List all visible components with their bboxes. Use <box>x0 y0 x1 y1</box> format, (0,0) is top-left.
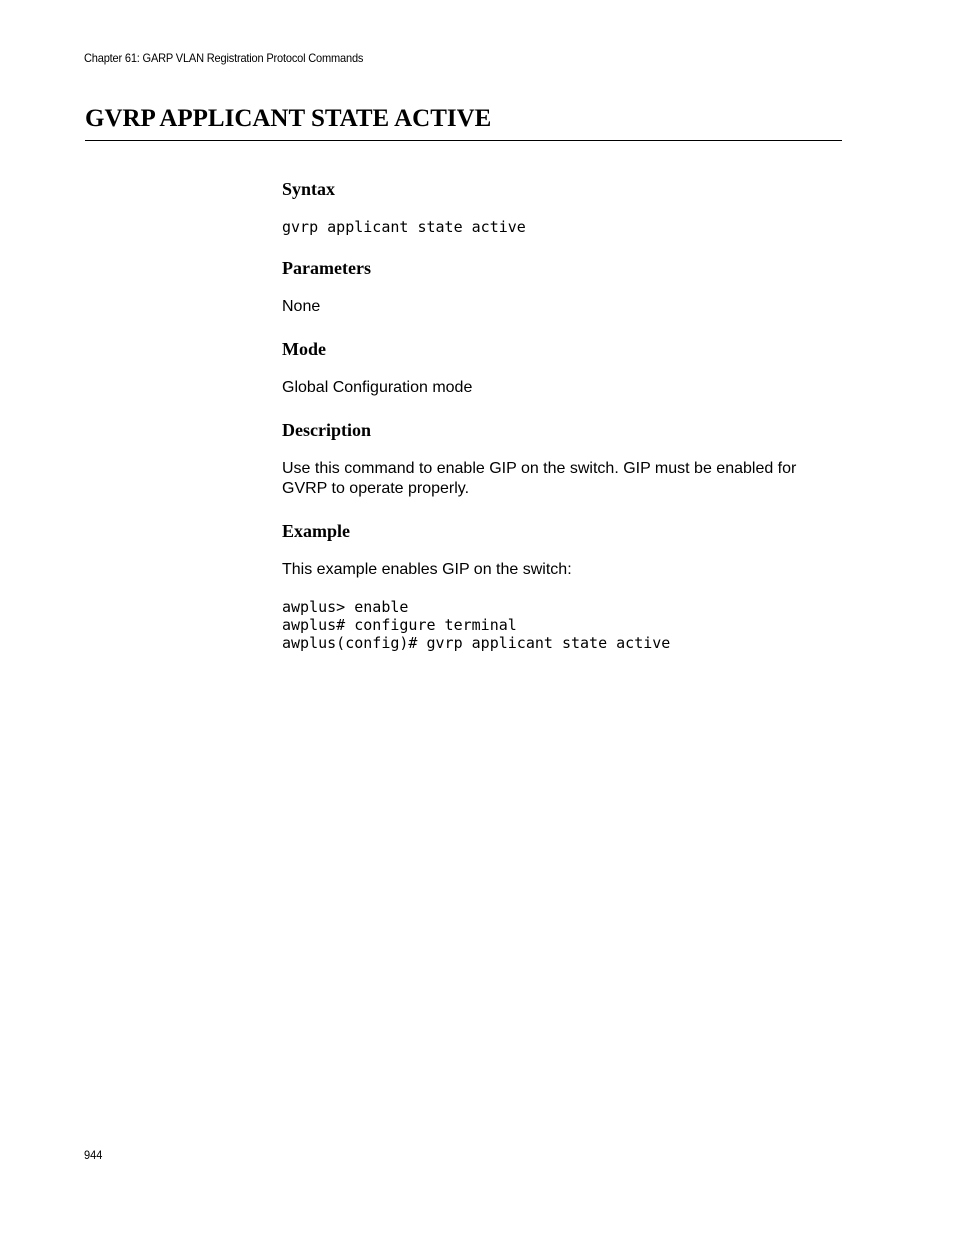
running-header: Chapter 61: GARP VLAN Registration Protocol Commands <box>84 51 364 65</box>
example-intro: This example enables GIP on the switch: <box>282 561 572 578</box>
example-code-line: awplus# configure terminal <box>282 616 517 634</box>
syntax-heading: Syntax <box>282 179 336 199</box>
page-number: 944 <box>84 1148 103 1162</box>
example-code-line: awplus(config)# gvrp applicant state active <box>282 634 671 652</box>
example-heading: Example <box>282 521 351 541</box>
syntax-code: gvrp applicant state active <box>282 218 526 236</box>
title-rule <box>85 140 842 141</box>
parameters-text: None <box>282 298 321 315</box>
description-line-2: GVRP to operate properly. <box>282 480 470 497</box>
example-code-line: awplus> enable <box>282 598 409 616</box>
parameters-heading: Parameters <box>282 258 371 278</box>
mode-heading: Mode <box>282 339 326 359</box>
page-title: GVRP APPLICANT STATE ACTIVE <box>85 105 492 132</box>
mode-text: Global Configuration mode <box>282 379 473 396</box>
description-line-1: Use this command to enable GIP on the switch. GIP must be enabled for <box>282 460 797 477</box>
description-heading: Description <box>282 420 371 440</box>
example-code-block <box>282 598 670 652</box>
